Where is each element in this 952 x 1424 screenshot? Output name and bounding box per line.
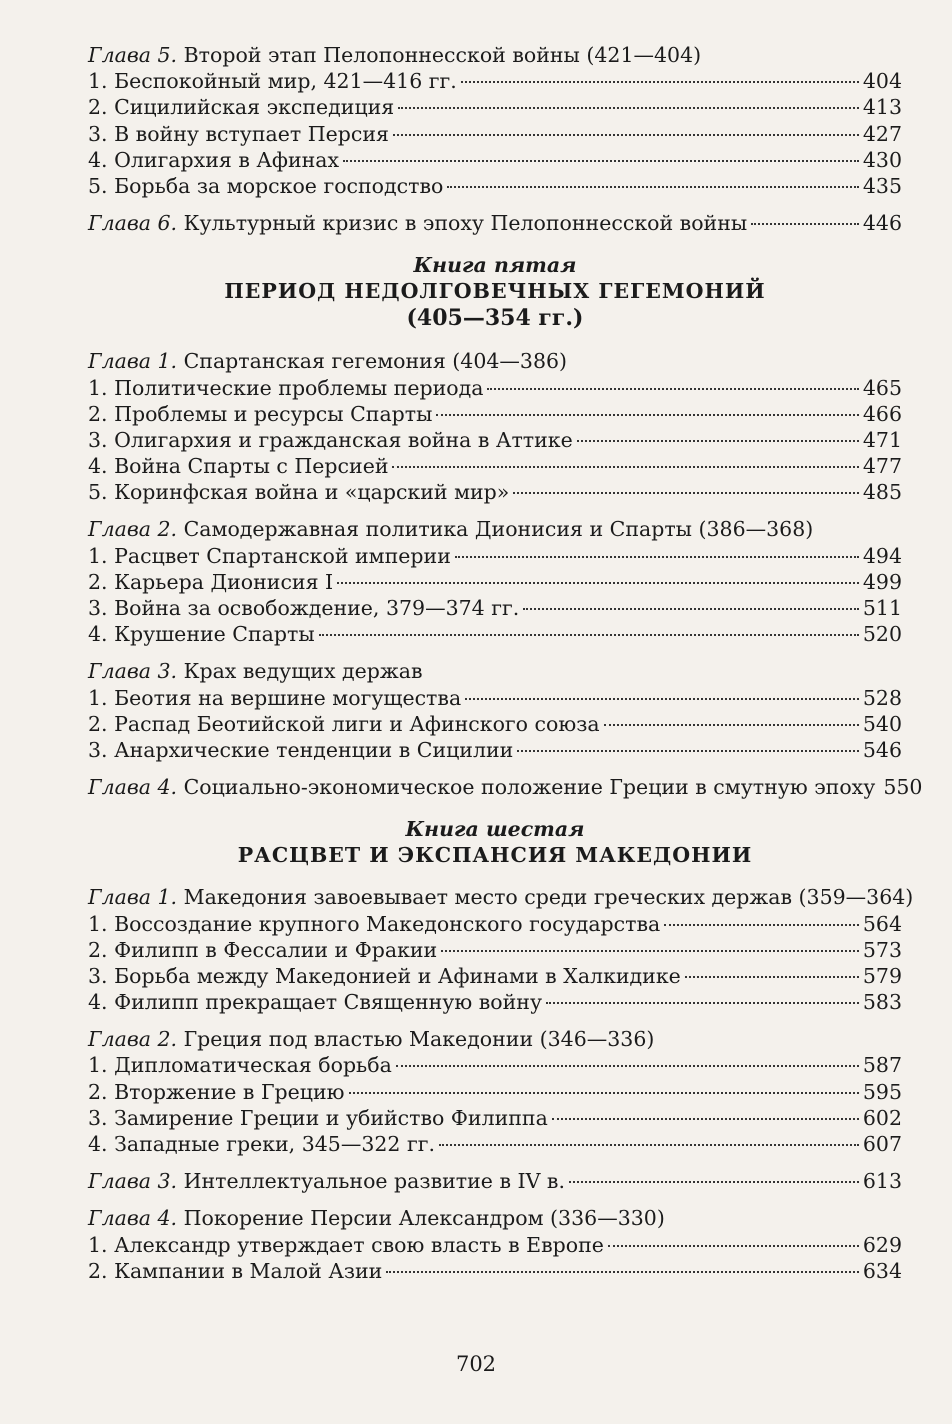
toc-item (88, 1232, 902, 1258)
toc-page-number: 485 (862, 480, 902, 505)
toc-item (88, 621, 902, 647)
leader-dots (461, 81, 859, 83)
toc-page-number: 404 (862, 69, 902, 94)
spacer (88, 505, 902, 516)
toc-item (88, 453, 902, 479)
spacer (88, 1194, 902, 1205)
toc-item (88, 543, 902, 569)
toc-page-number: 471 (862, 427, 902, 452)
leader-dots (577, 440, 859, 442)
toc-item (88, 595, 902, 621)
toc-item (88, 1052, 902, 1078)
toc-entry-title: 4. Западные греки, 345—322 гг. (88, 1132, 435, 1156)
leader-dots (513, 492, 859, 494)
toc-chapter (88, 1026, 902, 1052)
toc-page-number: 607 (862, 1132, 902, 1156)
toc-page-number: 435 (862, 173, 902, 198)
toc-entry-title: 1. Дипломатическая борьба (88, 1053, 392, 1078)
leader-dots (569, 1181, 859, 1183)
leader-dots (604, 724, 859, 726)
toc-entry-title: 2. Карьера Дионисия I (88, 569, 334, 594)
leader-dots (337, 582, 859, 584)
leader-dots (608, 1245, 859, 1247)
toc-item (88, 173, 902, 199)
toc-chapter (88, 884, 914, 910)
toc-entry-title: 2. Кампании в Малой Азии (88, 1258, 383, 1283)
toc-entry-title: 1. Воссоздание крупного Македонского государства (88, 911, 661, 936)
book-years: (405—354 гг.) (406, 305, 584, 332)
toc-page-number: 413 (862, 95, 902, 120)
toc-entry-title (88, 348, 567, 374)
toc-entry-title: 1. Беспокойный мир, 421—416 гг. (88, 69, 457, 94)
chapter-title: Спартанская гегемония (404—386) (177, 349, 568, 374)
leader-dots (546, 1002, 859, 1004)
spacer (88, 236, 902, 252)
toc-item (88, 569, 902, 595)
toc-page-number: 520 (862, 622, 902, 647)
leader-dots (439, 1144, 859, 1146)
spacer (88, 868, 902, 884)
toc-page-number: 613 (862, 1169, 902, 1194)
chapter-prefix: Глава 1. (88, 349, 178, 374)
toc-page-number: 540 (862, 711, 902, 736)
toc-entry-title: 3. В войну вступает Персия (88, 121, 389, 146)
toc-item (88, 1105, 902, 1131)
chapter-prefix: Глава 5. (88, 43, 178, 67)
leader-dots (552, 1118, 859, 1120)
toc-page-number: 587 (862, 1053, 902, 1078)
chapter-prefix: Глава 2. (88, 1027, 178, 1052)
toc-entry-title (88, 516, 813, 542)
chapter-title: Македония завоевывает место среди греческих держав (359—364) (177, 885, 914, 910)
chapter-prefix: Глава 4. (88, 775, 178, 800)
leader-dots (343, 160, 859, 162)
toc-chapter (88, 42, 902, 68)
toc-entry-title: 2. Вторжение в Грецию (88, 1079, 345, 1104)
toc-item (88, 94, 902, 120)
toc-entry-title: 2. Филипп в Фессалии и Фракии (88, 937, 438, 962)
toc-page-number: 595 (862, 1079, 902, 1104)
toc-entry-title: 1. Беотия на вершине могущества (88, 685, 462, 710)
chapter-title: Интеллектуальное развитие в IV в. (177, 1169, 565, 1194)
chapter-title: Покорение Персии Александром (336—330) (177, 1206, 665, 1231)
toc-entry-title: 1. Расцвет Спартанской империи (88, 543, 451, 568)
toc-item (88, 685, 902, 711)
toc-entry-title (88, 42, 701, 68)
toc-page-number: 430 (862, 147, 902, 172)
toc-page-number: 477 (862, 454, 902, 479)
toc-entry-title (88, 884, 913, 910)
toc-entry-title: 4. Филипп прекращает Священную войну (88, 990, 543, 1015)
leader-dots (436, 414, 858, 416)
chapter-prefix: Глава 4. (88, 1206, 178, 1231)
toc-item (88, 68, 902, 94)
toc-chapter (88, 1168, 902, 1194)
toc-chapter (88, 348, 902, 374)
leader-dots (396, 1065, 859, 1067)
toc-item (88, 147, 902, 173)
chapter-title: Греция под властью Македонии (346—336) (177, 1027, 655, 1052)
leader-dots (455, 556, 859, 558)
toc-page-number: 499 (862, 569, 902, 594)
toc-chapter (88, 516, 902, 542)
chapter-title: Крах ведущих держав (177, 659, 423, 684)
toc-entry-title (88, 774, 875, 800)
toc-item (88, 711, 902, 737)
leader-dots (487, 388, 858, 390)
chapter-title: Второй этап Пелопоннесской войны (421—404) (177, 43, 702, 67)
spacer (88, 199, 902, 210)
leader-dots (517, 750, 859, 752)
toc-item (88, 737, 902, 763)
toc-item (88, 427, 902, 453)
leader-dots (398, 107, 859, 109)
toc-entry-title (88, 210, 747, 236)
toc-item (88, 121, 902, 147)
chapter-prefix: Глава 1. (88, 885, 178, 910)
chapter-prefix: Глава 3. (88, 1169, 178, 1194)
toc-entry-title: 4. Олигархия в Афинах (88, 147, 340, 172)
leader-dots (751, 223, 859, 225)
toc-entry-title: 5. Борьба за морское господство (88, 173, 444, 198)
toc-page-number: 583 (862, 990, 902, 1015)
spacer (88, 1157, 902, 1168)
toc-entry-title: 3. Борьба между Македонией и Афинами в Халкидике (88, 963, 681, 988)
spacer (88, 1015, 902, 1026)
toc-entry-title: 5. Коринфская война и «царский мир» (88, 480, 510, 505)
toc-page-number: 573 (862, 937, 902, 962)
toc-entry-title: 2. Сицилийская экспедиция (88, 95, 395, 120)
toc-item (88, 1258, 902, 1284)
toc-chapter (88, 774, 923, 800)
table-of-contents (88, 42, 923, 1284)
book-heading: Книга шестая (405, 817, 585, 842)
chapter-prefix: Глава 6. (88, 211, 178, 236)
toc-entry-title (88, 1205, 665, 1231)
toc-chapter (88, 1205, 902, 1231)
spacer (88, 800, 902, 816)
toc-page-number: 494 (862, 543, 902, 568)
leader-dots (386, 1271, 859, 1273)
toc-page-number: 579 (862, 963, 902, 988)
toc-entry-title: 3. Олигархия и гражданская война в Аттике (88, 427, 573, 452)
toc-entry-title: 2. Проблемы и ресурсы Спарты (88, 401, 433, 426)
toc-page-number: 564 (862, 911, 902, 936)
spacer (88, 647, 902, 658)
toc-page-number: 634 (862, 1258, 902, 1283)
leader-dots (523, 608, 859, 610)
chapter-title: Самодержавная политика Дионисия и Спарты (386—368) (177, 517, 814, 542)
toc-item (88, 1131, 902, 1157)
toc-entry-title: 3. Анархические тенденции в Сицилии (88, 737, 514, 762)
leader-dots (465, 698, 859, 700)
chapter-title: Социально-экономическое положение Греции в смутную эпоху (177, 775, 876, 800)
toc-item (88, 479, 902, 505)
leader-dots (349, 1092, 859, 1094)
leader-dots (319, 634, 859, 636)
toc-page-number: 550 (883, 775, 923, 800)
toc-entry-title (88, 658, 423, 684)
toc-chapter (88, 658, 902, 684)
toc-entry-title: 3. Замирение Греции и убийство Филиппа (88, 1105, 548, 1130)
chapter-prefix: Глава 3. (88, 659, 178, 684)
toc-page-number: 546 (862, 737, 902, 762)
toc-page-number: 465 (862, 375, 902, 400)
toc-page-number: 446 (862, 211, 902, 236)
leader-dots (664, 924, 859, 926)
toc-chapter (88, 210, 902, 236)
toc-entry-title (88, 1026, 654, 1052)
leader-dots (447, 186, 859, 188)
toc-entry-title: 3. Война за освобождение, 379—374 гг. (88, 596, 520, 620)
toc-entry-title (88, 1168, 565, 1194)
book-heading: Книга пятая (413, 253, 577, 278)
leader-dots (393, 134, 859, 136)
spacer (88, 763, 902, 774)
toc-page-number: 629 (862, 1232, 902, 1257)
toc-item (88, 963, 902, 989)
toc-entry-title: 1. Политические проблемы периода (88, 375, 484, 400)
chapter-title: Культурный кризис в эпоху Пелопоннесской войны (177, 211, 748, 236)
spacer (88, 332, 902, 348)
toc-page-number: 528 (862, 685, 902, 710)
book-title: РАСЦВЕТ И ЭКСПАНСИЯ МАКЕДОНИИ (237, 843, 753, 868)
toc-page-number: 602 (862, 1105, 902, 1130)
chapter-prefix: Глава 2. (88, 517, 178, 542)
leader-dots (392, 466, 858, 468)
toc-item (88, 401, 902, 427)
toc-item (88, 1079, 902, 1105)
toc-item (88, 375, 902, 401)
book-title: ПЕРИОД НЕДОЛГОВЕЧНЫХ ГЕГЕМОНИЙ (224, 279, 766, 304)
toc-page-number: 466 (862, 401, 902, 426)
toc-entry-title: 1. Александр утверждает свою власть в Европе (88, 1232, 604, 1257)
leader-dots (441, 950, 859, 952)
toc-page-number: 427 (862, 121, 902, 146)
toc-entry-title: 4. Война Спарты с Персией (88, 454, 389, 479)
toc-page-number: 511 (862, 596, 902, 620)
toc-item (88, 989, 902, 1015)
leader-dots (685, 976, 859, 978)
toc-entry-title: 2. Распад Беотийской лиги и Афинского союза (88, 711, 600, 736)
page-number: 702 (455, 1352, 497, 1376)
toc-item (88, 911, 902, 937)
toc-item (88, 937, 902, 963)
toc-entry-title: 4. Крушение Спарты (88, 622, 315, 647)
